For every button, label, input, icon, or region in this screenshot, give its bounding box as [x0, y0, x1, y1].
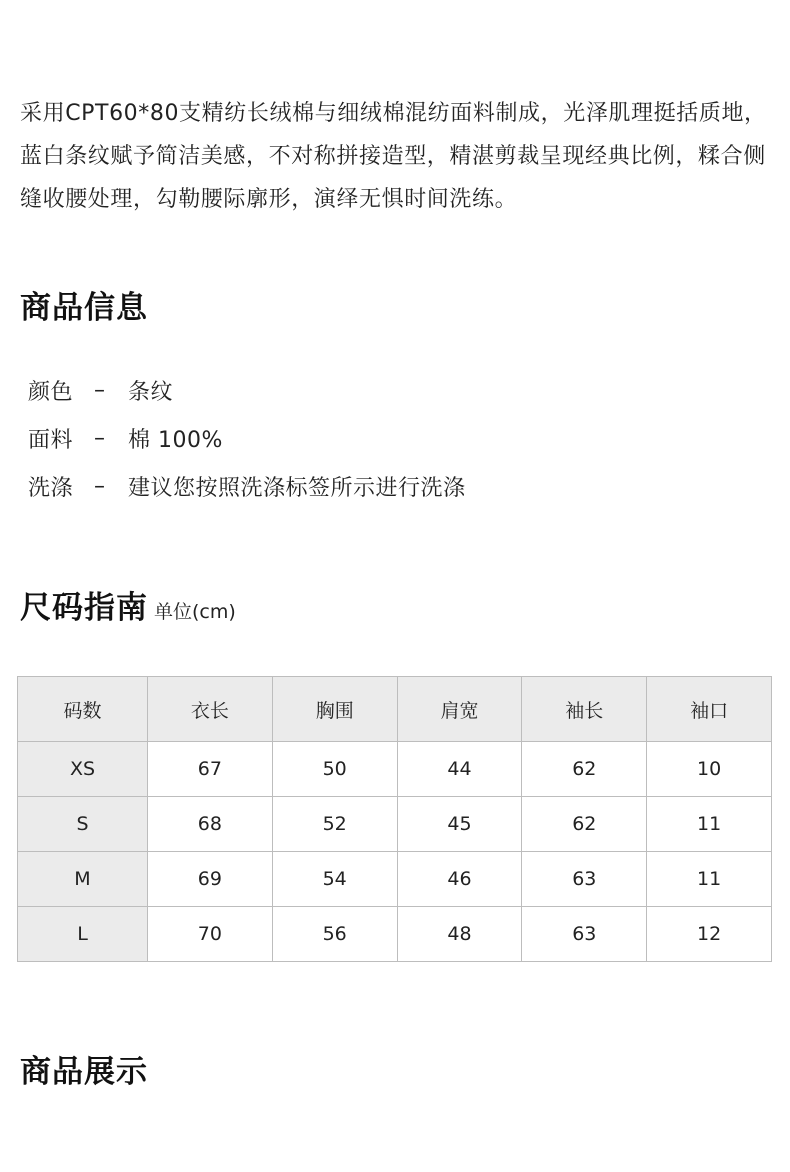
header-size: 码数: [18, 677, 148, 742]
info-dash: –: [94, 425, 106, 451]
table-cell: 46: [397, 852, 522, 907]
header-length: 衣长: [148, 677, 273, 742]
size-cell: M: [18, 852, 148, 907]
header-shoulder: 肩宽: [397, 677, 522, 742]
info-value: 棉 100%: [128, 427, 223, 453]
header-chest: 胸围: [272, 677, 397, 742]
table-cell: 11: [647, 797, 772, 852]
table-cell: 68: [148, 797, 273, 852]
product-info-title: 商品信息: [20, 290, 148, 326]
table-row: [18, 852, 772, 907]
size-cell: S: [18, 797, 148, 852]
info-key: 颜色: [28, 379, 74, 405]
size-cell: XS: [18, 742, 148, 797]
table-cell: 67: [148, 742, 273, 797]
info-row-washing: [28, 462, 466, 510]
info-key: 面料: [28, 427, 74, 453]
size-guide-title-text: 尺码指南: [20, 590, 148, 626]
header-sleeve-length: 袖长: [522, 677, 647, 742]
table-cell: 50: [272, 742, 397, 797]
table-cell: 62: [522, 742, 647, 797]
info-dash: –: [94, 473, 106, 499]
size-cell: L: [18, 907, 148, 962]
table-cell: 10: [647, 742, 772, 797]
table-cell: 11: [647, 852, 772, 907]
size-guide-title: [20, 582, 236, 627]
header-cuff: 袖口: [647, 677, 772, 742]
table-cell: 70: [148, 907, 273, 962]
table-cell: 63: [522, 907, 647, 962]
product-description: 采用CPT60*80支精纺长绒棉与细绒棉混纺面料制成，光泽肌理挺括质地，蓝白条纹赋予简洁美感，不对称拼接造型，精湛剪裁呈现经典比例，糅合侧缝收腰处理，勾勒腰际廓形，演绎无惧时间洗练。: [20, 101, 767, 212]
table-header-row: [18, 677, 772, 742]
size-table: [17, 676, 772, 962]
table-cell: 56: [272, 907, 397, 962]
table-cell: 44: [397, 742, 522, 797]
table-cell: 63: [522, 852, 647, 907]
info-row-fabric: [28, 414, 466, 462]
table-row: [18, 797, 772, 852]
info-value: 条纹: [128, 379, 174, 405]
info-value: 建议您按照洗涤标签所示进行洗涤: [128, 475, 466, 501]
table-cell: 48: [397, 907, 522, 962]
size-unit-note: 单位(cm): [154, 601, 236, 623]
table-row: [18, 742, 772, 797]
table-cell: 12: [647, 907, 772, 962]
table-cell: 69: [148, 852, 273, 907]
table-cell: 62: [522, 797, 647, 852]
table-cell: 45: [397, 797, 522, 852]
table-cell: 52: [272, 797, 397, 852]
showcase-title: 商品展示: [20, 1054, 148, 1090]
product-info-list: [28, 366, 466, 510]
info-key: 洗涤: [28, 475, 74, 501]
table-cell: 54: [272, 852, 397, 907]
info-dash: –: [94, 377, 106, 403]
info-row-color: [28, 366, 466, 414]
table-row: [18, 907, 772, 962]
